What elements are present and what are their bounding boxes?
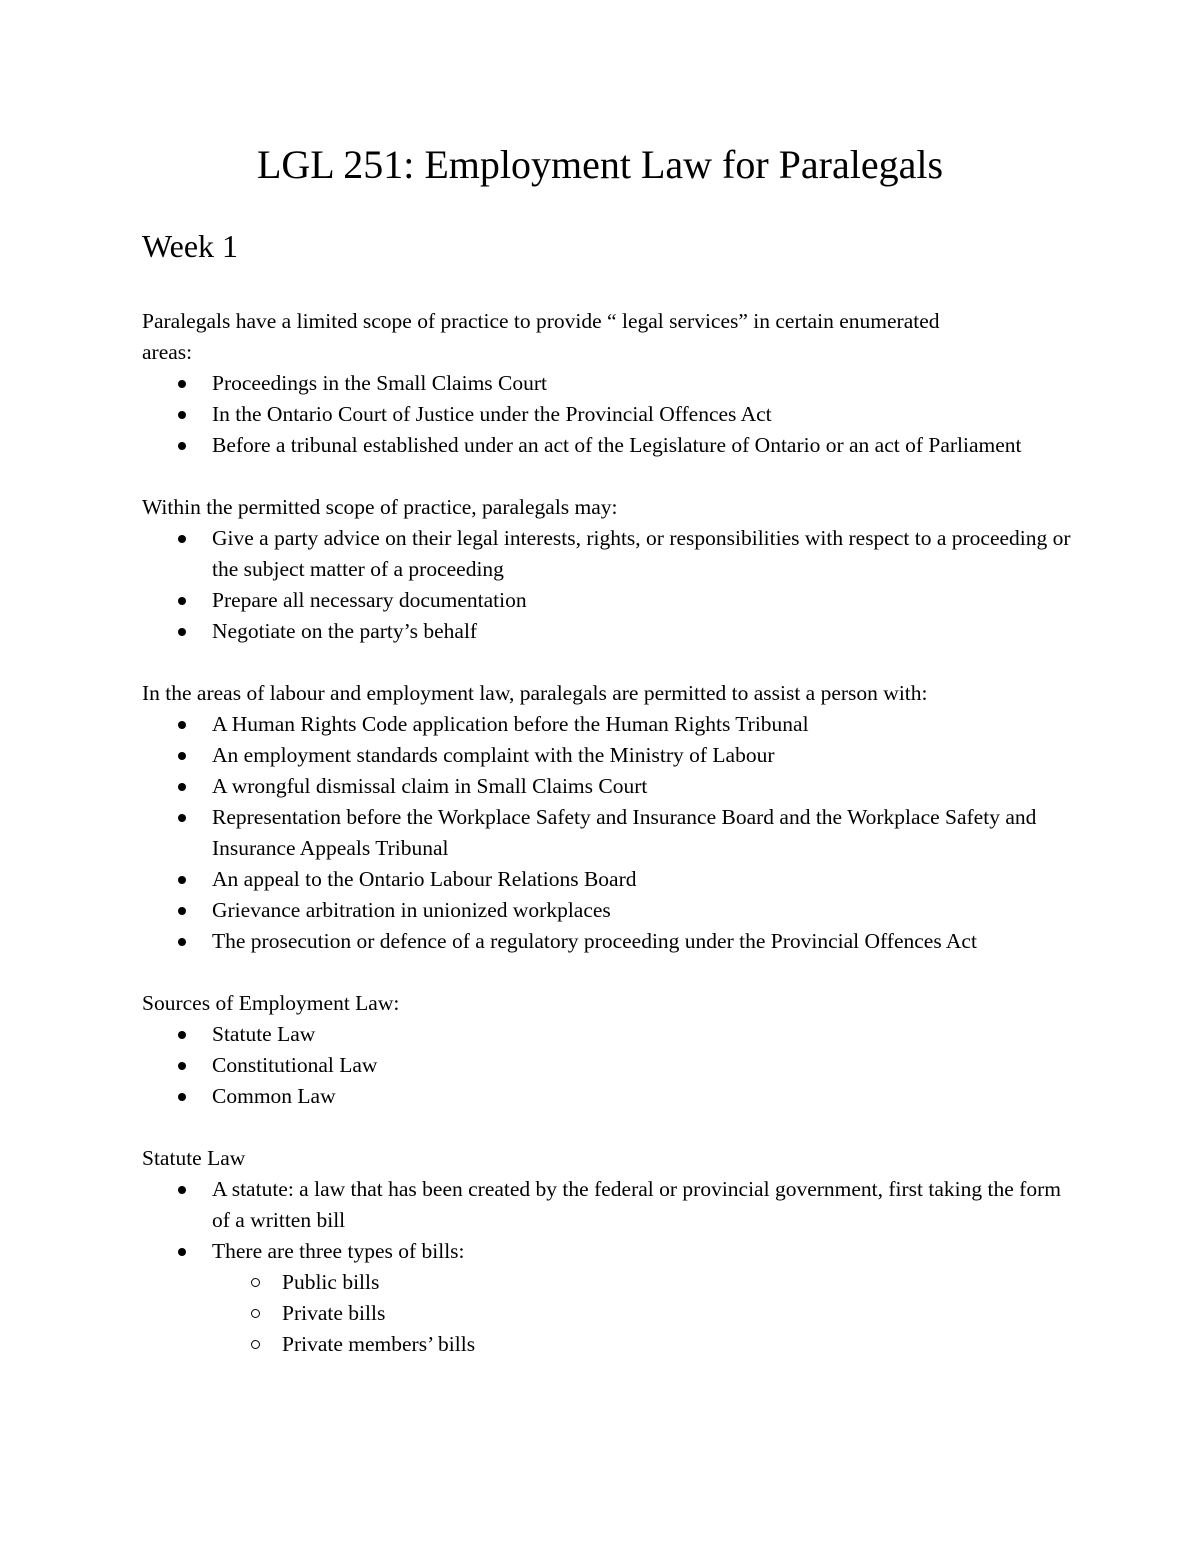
list-item-text: Statute Law (212, 1022, 316, 1046)
list-item-text: Grievance arbitration in unionized workplaces (212, 898, 611, 922)
list-item-text: A statute: a law that has been created by the federal or provincial government, first taking the form of a written bill (212, 1177, 1061, 1232)
document-body (142, 306, 1072, 1360)
bullet-icon (178, 907, 186, 915)
bullet-icon (178, 597, 186, 605)
list-item (142, 1081, 1072, 1112)
list-item (142, 1236, 1072, 1267)
hollow-bullet-icon (251, 1340, 260, 1349)
list-item (142, 864, 1072, 895)
list-item (142, 399, 1072, 430)
bullet-icon (178, 380, 186, 388)
list-item (142, 523, 1072, 585)
sub-list-item-text: Private members’ bills (282, 1332, 476, 1356)
sub-bullet-list (142, 1267, 1072, 1360)
list-item-text: An appeal to the Ontario Labour Relations Board (212, 867, 637, 891)
list-item (142, 368, 1072, 399)
list-item (142, 430, 1072, 461)
list-item-text: Before a tribunal established under an act of the Legislature of Ontario or an act of Parliament (212, 433, 1022, 457)
hollow-bullet-icon (251, 1309, 260, 1318)
section-intro-line: Paralegals have a limited scope of practice to provide “ legal services” in certain enumerated (142, 309, 940, 333)
list-item-text: Give a party advice on their legal interests, rights, or responsibilities with respect to a proceeding or the subject matter of a proceeding (212, 526, 1071, 581)
list-item (142, 616, 1072, 647)
sub-list-item-text: Public bills (282, 1270, 380, 1294)
list-item-text: Constitutional Law (212, 1053, 378, 1077)
section-intro: In the areas of labour and employment law, paralegals are permitted to assist a person with: (142, 681, 928, 705)
bullet-list (142, 709, 1072, 957)
list-item-text: Negotiate on the party’s behalf (212, 619, 478, 643)
bullet-list (142, 1019, 1072, 1112)
list-item-text: There are three types of bills: (212, 1239, 465, 1263)
section-intro: Sources of Employment Law: (142, 991, 400, 1015)
bullet-icon (178, 752, 186, 760)
section-intro: Statute Law (142, 1146, 246, 1170)
section-intro-line: areas: (142, 340, 193, 364)
list-item (142, 709, 1072, 740)
list-item-text: Common Law (212, 1084, 336, 1108)
list-item (142, 585, 1072, 616)
bullet-icon (178, 814, 186, 822)
week-heading: Week 1 (142, 228, 239, 264)
sub-list-item (142, 1267, 1072, 1298)
list-item (142, 895, 1072, 926)
bullet-icon (178, 628, 186, 636)
document-title: LGL 251: Employment Law for Paralegals (256, 142, 944, 187)
list-item (142, 802, 1072, 864)
list-item-text: Representation before the Workplace Safety and Insurance Board and the Workplace Safety and Insurance Appeals Tribunal (212, 805, 1037, 860)
bullet-icon (178, 535, 186, 543)
sub-list-item (142, 1329, 1072, 1360)
bullet-icon (178, 783, 186, 791)
bullet-icon (178, 442, 186, 450)
list-item-text: A wrongful dismissal claim in Small Claims Court (212, 774, 648, 798)
sub-list-item-text: Private bills (282, 1301, 386, 1325)
bullet-list (142, 523, 1072, 647)
bullet-icon (178, 721, 186, 729)
list-item-text: The prosecution or defence of a regulatory proceeding under the Provincial Offences Act (212, 929, 977, 953)
section-intro: Within the permitted scope of practice, paralegals may: (142, 495, 618, 519)
list-item-text: A Human Rights Code application before the Human Rights Tribunal (212, 712, 809, 736)
list-item (142, 771, 1072, 802)
list-item (142, 1174, 1072, 1236)
list-item-text: Prepare all necessary documentation (212, 588, 527, 612)
list-item (142, 926, 1072, 957)
list-item (142, 1050, 1072, 1081)
bullet-list (142, 1174, 1072, 1267)
list-item (142, 740, 1072, 771)
bullet-list (142, 368, 1072, 461)
bullet-icon (178, 938, 186, 946)
list-item-text: Proceedings in the Small Claims Court (212, 371, 548, 395)
section-intro (142, 306, 1072, 368)
sub-list-item (142, 1298, 1072, 1329)
list-item-text: In the Ontario Court of Justice under the Provincial Offences Act (212, 402, 772, 426)
bullet-icon (178, 1031, 186, 1039)
bullet-icon (178, 1248, 186, 1256)
bullet-icon (178, 1062, 186, 1070)
bullet-icon (178, 876, 186, 884)
bullet-icon (178, 1093, 186, 1101)
hollow-bullet-icon (251, 1278, 260, 1287)
list-item-text: An employment standards complaint with the Ministry of Labour (212, 743, 775, 767)
bullet-icon (178, 1186, 186, 1194)
bullet-icon (178, 411, 186, 419)
list-item (142, 1019, 1072, 1050)
